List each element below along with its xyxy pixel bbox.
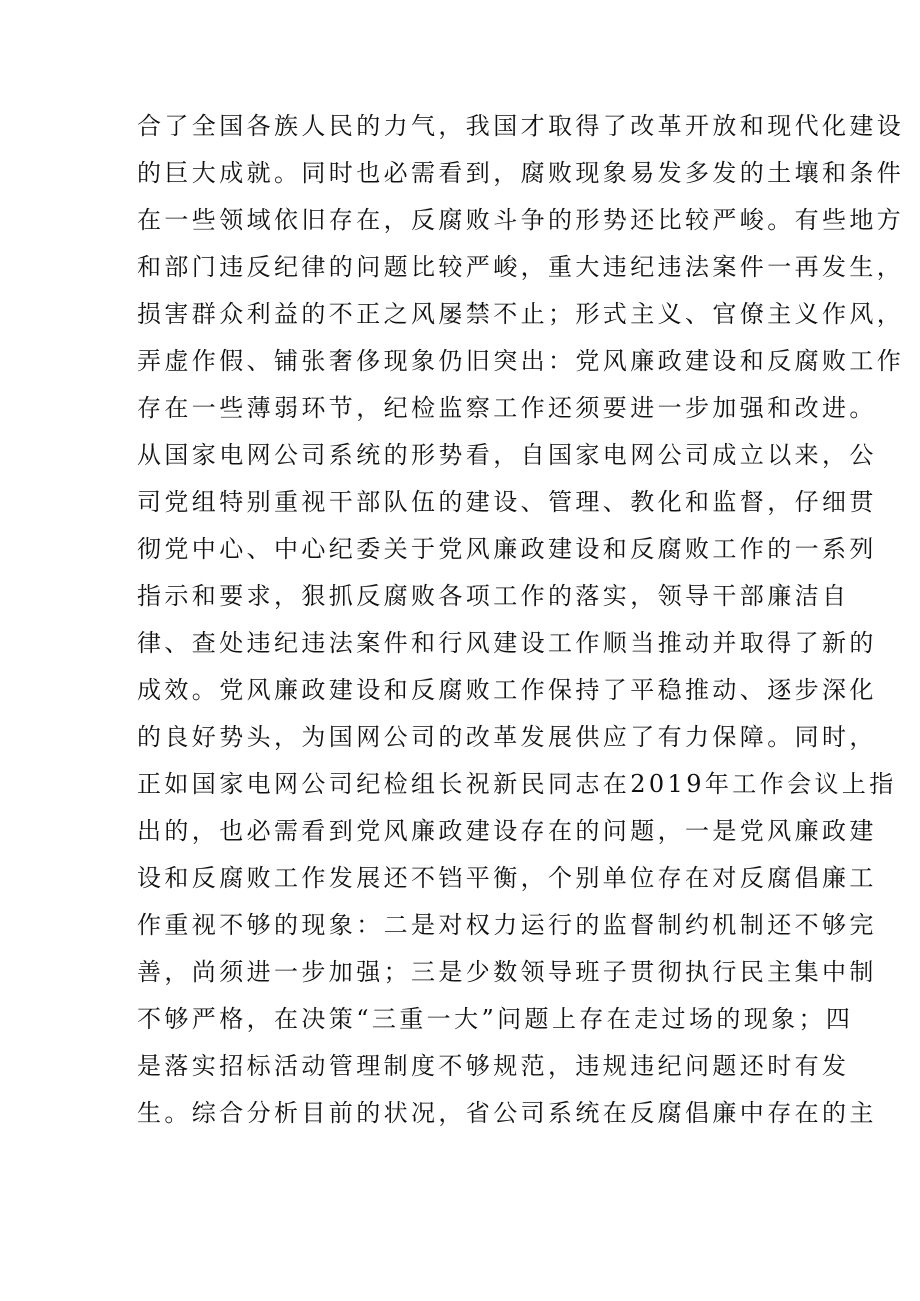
text-line-6: 弄虚作假、铺张奢侈现象仍旧突出：党风廉政建设和反腐败工作	[137, 347, 905, 375]
text-line-21: 是落实招标活动管理制度不够规范，违规违纪问题还时有发	[137, 1052, 850, 1080]
text-line-10: 彻党中心、中心纪委关于党风廉政建设和反腐败工作的一系列	[137, 535, 877, 563]
text-line-9: 司党组特别重视干部队伍的建设、管理、教化和监督，仔细贯	[137, 488, 877, 516]
text-line-22: 生。综合分析目前的状况，省公司系统在反腐倡廉中存在的主	[137, 1099, 877, 1127]
text-line-17: 设和反腐败工作发展还不铛平衡，个别单位存在对反腐倡廉工	[137, 864, 877, 892]
text-line-20: 不够严格，在决策“三重一大”问题上存在走过场的现象；四	[137, 1005, 854, 1033]
text-line-14: 的良好势头，为国网公司的改革发展供应了有力保障。同时，	[137, 723, 877, 751]
text-line-13: 成效。党风廉政建设和反腐败工作保持了平稳推动、逐步深化	[137, 676, 877, 704]
text-line-8: 从国家电网公司系统的形势看，自国家电网公司成立以来，公	[137, 441, 877, 469]
text-line-4: 和部门违反纪律的问题比较严峻，重大违纪违法案件一再发生，	[137, 253, 905, 281]
text-line-3: 在一些领域依旧存在，反腐败斗争的形势还比较严峻。有些地方	[137, 206, 905, 234]
text-line-18: 作重视不够的现象：二是对权力运行的监督制约机制还不够完	[137, 911, 877, 939]
text-line-5: 损害群众利益的不正之风屡禁不止；形式主义、官僚主义作风，	[137, 300, 905, 328]
text-line-16: 出的，也必需看到党风廉政建设存在的问题，一是党风廉政建	[137, 817, 877, 845]
text-line-11: 指示和要求，狠抓反腐败各项工作的落实，领导干部廉洁自	[137, 582, 850, 610]
text-line-19: 善，尚须进一步加强；三是少数领导班子贯彻执行民主集中制	[137, 958, 877, 986]
text-line-1: 合了全国各族人民的力气，我国才取得了改革开放和现代化建设	[137, 112, 905, 140]
text-line-7: 存在一些薄弱环节，纪检监察工作还须要进一步加强和改进。	[137, 394, 877, 422]
text-line-12: 律、查处违纪违法案件和行风建设工作顺当推动并取得了新的	[137, 629, 877, 657]
text-line-2: 的巨大成就。同时也必需看到，腐败现象易发多发的土壤和条件	[137, 159, 905, 187]
text-line-15: 正如国家电网公司纪检组长祝新民同志在2019年工作会议上指	[137, 770, 897, 798]
